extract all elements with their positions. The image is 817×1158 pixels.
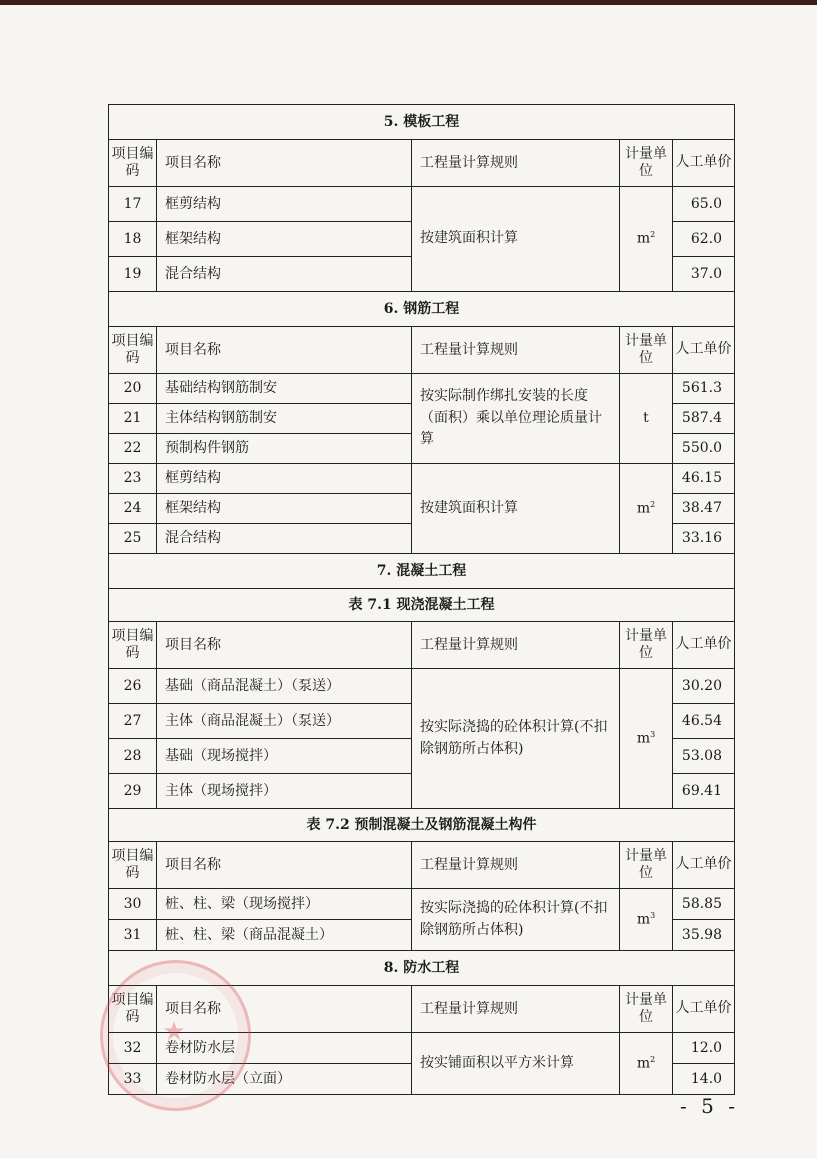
header-rule: 工程量计算规则 (412, 842, 620, 889)
item-price: 69.41 (673, 774, 735, 809)
section-title-5: 5. 模板工程 (109, 105, 735, 140)
calc-rule: 按建筑面积计算 (412, 464, 620, 554)
header-name: 项目名称 (157, 327, 412, 374)
unit-cell (620, 187, 673, 292)
item-name: 桩、柱、梁（商品混凝土） (157, 920, 412, 951)
item-name: 基础结构钢筋制安 (157, 374, 412, 404)
item-code: 28 (109, 739, 157, 774)
item-name: 基础（现场搅拌） (157, 739, 412, 774)
header-code: 项目编码 (109, 327, 157, 374)
item-name: 框剪结构 (157, 464, 412, 494)
scan-top-edge (0, 0, 817, 5)
header-price: 人工单价 (673, 327, 735, 374)
labor-price-table (108, 104, 735, 1095)
item-code: 22 (109, 434, 157, 464)
item-price: 30.20 (673, 669, 735, 704)
calc-rule: 按建筑面积计算 (412, 187, 620, 292)
header-unit: 计量单位 (620, 986, 673, 1033)
unit-exponent: 2 (650, 1054, 656, 1064)
header-code: 项目编码 (109, 986, 157, 1033)
header-rule: 工程量计算规则 (412, 622, 620, 669)
table-row (109, 1033, 735, 1064)
section-title-8: 8. 防水工程 (109, 951, 735, 986)
unit-exponent: 2 (650, 499, 656, 509)
item-price: 35.98 (673, 920, 735, 951)
unit-exponent: 3 (650, 729, 656, 739)
header-unit: 计量单位 (620, 140, 673, 187)
item-code: 26 (109, 669, 157, 704)
section-title-7: 7. 混凝土工程 (109, 554, 735, 589)
header-price: 人工单价 (673, 986, 735, 1033)
unit-base: m (636, 230, 651, 247)
item-name: 主体（现场搅拌） (157, 774, 412, 809)
item-price: 587.4 (673, 404, 735, 434)
header-name: 项目名称 (157, 842, 412, 889)
item-code: 25 (109, 524, 157, 554)
item-name: 预制构件钢筋 (157, 434, 412, 464)
header-name: 项目名称 (157, 622, 412, 669)
item-price: 58.85 (673, 889, 735, 920)
item-price: 38.47 (673, 494, 735, 524)
calc-rule: 按实际浇捣的砼体积计算(不扣除钢筋所占体积) (412, 669, 620, 809)
item-price: 12.0 (673, 1033, 735, 1064)
header-unit: 计量单位 (620, 327, 673, 374)
unit-base: m (636, 500, 651, 517)
table-row (109, 187, 735, 222)
item-name: 主体结构钢筋制安 (157, 404, 412, 434)
header-unit: 计量单位 (620, 842, 673, 889)
item-name: 卷材防水层（立面） (157, 1064, 412, 1095)
header-code: 项目编码 (109, 842, 157, 889)
item-name: 框剪结构 (157, 187, 412, 222)
header-rule: 工程量计算规则 (412, 140, 620, 187)
table-row (109, 374, 735, 404)
calc-rule: 按实际制作绑扎安装的长度（面积）乘以单位理论质量计算 (412, 374, 620, 464)
header-unit: 计量单位 (620, 622, 673, 669)
calc-rule: 按实铺面积以平方米计算 (412, 1033, 620, 1095)
unit-exponent: 2 (650, 230, 656, 240)
item-code: 18 (109, 222, 157, 257)
table-row (109, 464, 735, 494)
header-name: 项目名称 (157, 140, 412, 187)
item-price: 46.54 (673, 704, 735, 739)
header-price: 人工单价 (673, 622, 735, 669)
item-price: 37.0 (673, 257, 735, 292)
header-code: 项目编码 (109, 622, 157, 669)
unit-cell (620, 464, 673, 554)
item-code: 33 (109, 1064, 157, 1095)
page-number: - 5 - (680, 1094, 739, 1118)
table-row (109, 669, 735, 704)
item-price: 550.0 (673, 434, 735, 464)
unit-cell (620, 669, 673, 809)
item-name: 卷材防水层 (157, 1033, 412, 1064)
item-code: 24 (109, 494, 157, 524)
item-price: 14.0 (673, 1064, 735, 1095)
unit-base: m (636, 911, 651, 928)
item-price: 65.0 (673, 187, 735, 222)
item-price: 561.3 (673, 374, 735, 404)
item-name: 主体（商品混凝土）（泵送） (157, 704, 412, 739)
item-code: 17 (109, 187, 157, 222)
header-price: 人工单价 (673, 140, 735, 187)
header-name: 项目名称 (157, 986, 412, 1033)
header-price: 人工单价 (673, 842, 735, 889)
item-code: 23 (109, 464, 157, 494)
header-rule: 工程量计算规则 (412, 327, 620, 374)
item-code: 32 (109, 1033, 157, 1064)
item-code: 31 (109, 920, 157, 951)
unit-base: m (636, 1055, 651, 1072)
calc-rule: 按实际浇捣的砼体积计算(不扣除钢筋所占体积) (412, 889, 620, 951)
item-name: 框架结构 (157, 494, 412, 524)
item-name: 桩、柱、梁（现场搅拌） (157, 889, 412, 920)
header-rule: 工程量计算规则 (412, 986, 620, 1033)
subtable-title-7-1: 表 7.1 现浇混凝土工程 (109, 589, 735, 622)
unit-base: m (636, 730, 651, 747)
header-code: 项目编码 (109, 140, 157, 187)
subtable-title-7-2: 表 7.2 预制混凝土及钢筋混凝土构件 (109, 809, 735, 842)
item-name: 框架结构 (157, 222, 412, 257)
unit-exponent: 3 (650, 910, 656, 920)
unit-cell (620, 889, 673, 951)
item-code: 20 (109, 374, 157, 404)
item-name: 混合结构 (157, 257, 412, 292)
section-title-6: 6. 钢筋工程 (109, 292, 735, 327)
seal-star-icon: ★ (162, 1017, 186, 1047)
unit-cell: t (620, 374, 673, 464)
item-code: 30 (109, 889, 157, 920)
item-name: 混合结构 (157, 524, 412, 554)
item-code: 27 (109, 704, 157, 739)
unit-cell (620, 1033, 673, 1095)
item-price: 33.16 (673, 524, 735, 554)
item-price: 53.08 (673, 739, 735, 774)
item-price: 62.0 (673, 222, 735, 257)
item-price: 46.15 (673, 464, 735, 494)
item-code: 19 (109, 257, 157, 292)
table-row (109, 889, 735, 920)
item-code: 21 (109, 404, 157, 434)
item-code: 29 (109, 774, 157, 809)
item-name: 基础（商品混凝土）（泵送） (157, 669, 412, 704)
